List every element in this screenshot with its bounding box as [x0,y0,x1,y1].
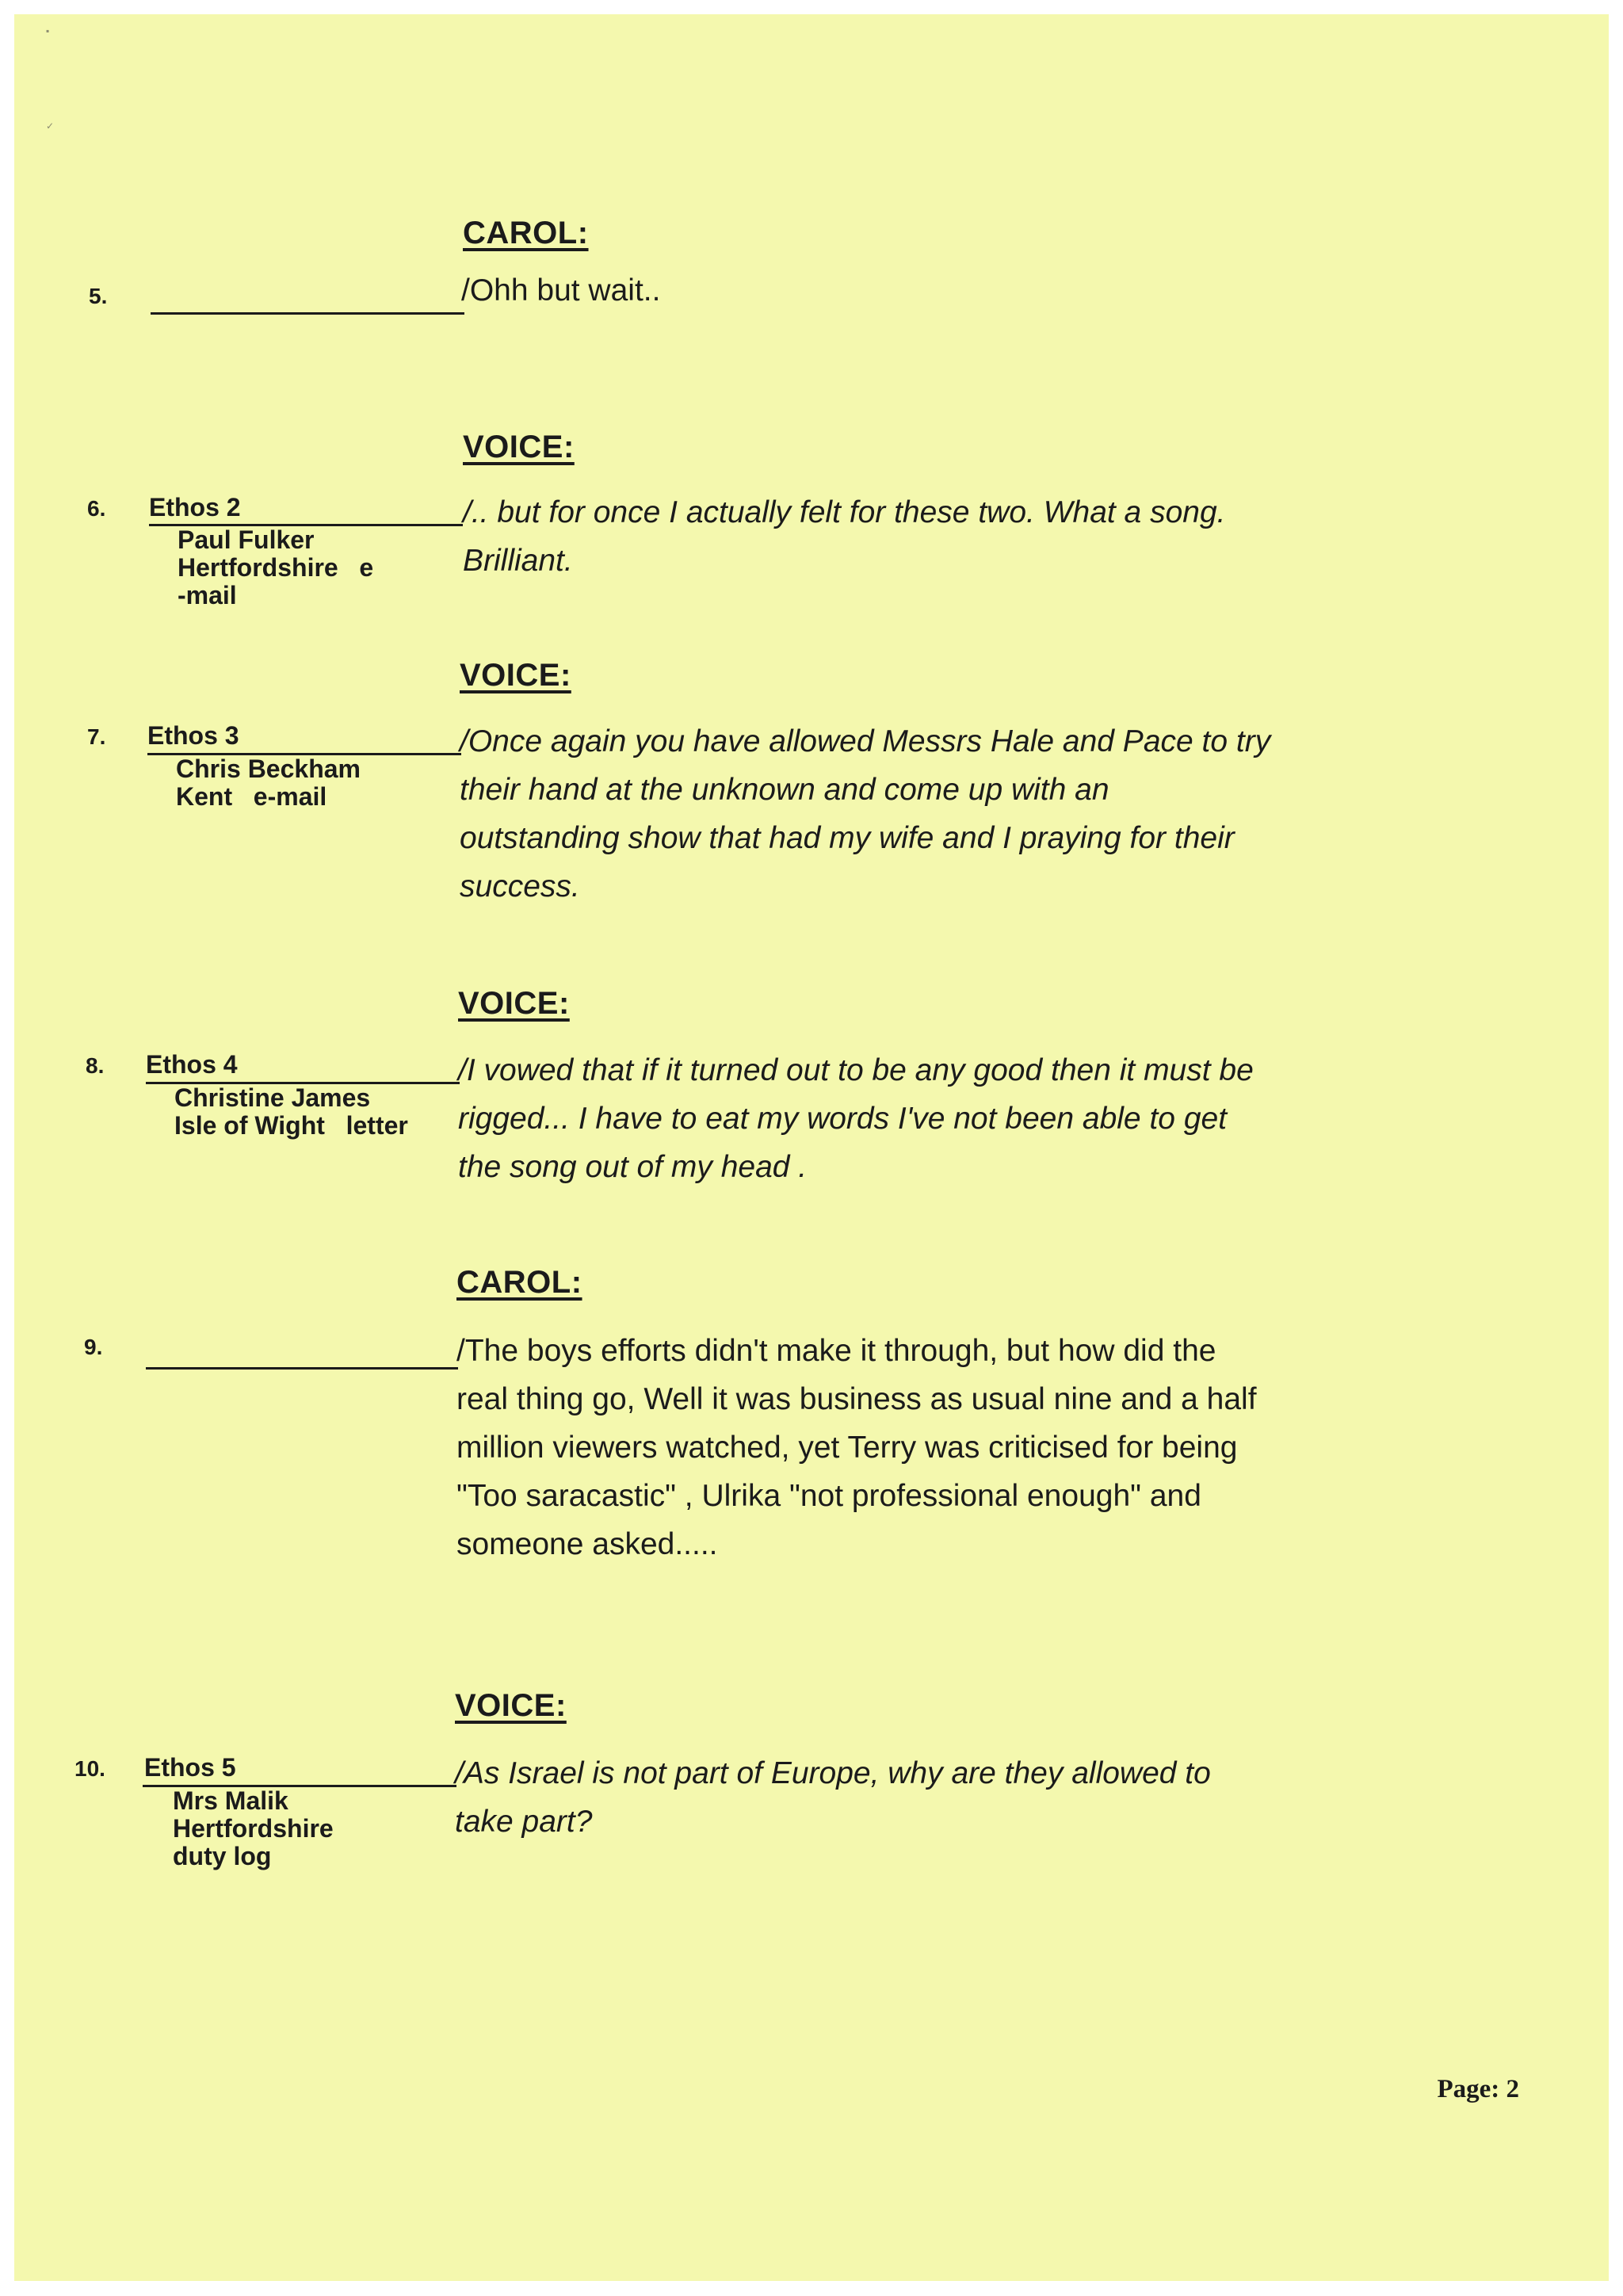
entry-rule [151,312,464,315]
entry-number: 5. [89,284,108,308]
scan-mark: ▪ [46,25,50,36]
speaker-label: VOICE: [463,430,575,464]
entry-number: 8. [86,1053,105,1078]
speaker-label: VOICE: [455,1688,567,1723]
correspondent-info: Christine James Isle of Wight letter [174,1083,408,1140]
correspondent-info: Chris Beckham Kent e-mail [176,755,361,811]
entry-text: /Ohh but wait.. [461,273,661,308]
entry-number: 9. [84,1335,103,1359]
correspondent-info: Mrs Malik Hertfordshire duty log [173,1786,334,1870]
entry-number: 7. [87,724,106,749]
ethos-ref: Ethos 2 [149,493,241,521]
speaker-label: CAROL: [456,1265,582,1300]
scan-mark: ✓ [46,120,55,132]
entry-text: /.. but for once I actually felt for these two. What a song. Brilliant. [463,495,1226,578]
entry-rule [146,1367,458,1370]
ethos-ref: Ethos 5 [144,1753,236,1782]
entry-number: 6. [87,496,106,521]
entry-number: 10. [74,1756,105,1781]
speaker-label: VOICE: [460,658,571,693]
entry-text: /The boys efforts didn't make it through, but how did the real thing go, Well it was business as usual nine and a half million viewers watched, yet Terry was criticised for being "Too saracastic" , Ulrika "not professional enough" and someone asked..... [456,1334,1257,1561]
ethos-ref: Ethos 4 [146,1050,238,1079]
ethos-ref: Ethos 3 [147,721,239,750]
correspondent-info: Paul Fulker Hertfordshire e -mail [178,525,374,609]
speaker-label: VOICE: [458,986,570,1021]
entry-text: /Once again you have allowed Messrs Hale and Pace to try their hand at the unknown and come up with an outstanding show that had my wife and I praying for their success. [460,724,1271,904]
entry-text: /As Israel is not part of Europe, why are they allowed to take part? [455,1756,1211,1839]
script-page [14,14,1609,2281]
speaker-label: CAROL: [463,216,589,250]
page-number: Page: 2 [1437,2075,1519,2103]
entry-text: /I vowed that if it turned out to be any good then it must be rigged... I have to eat my words I've not been able to get the song out of my head . [458,1053,1254,1184]
